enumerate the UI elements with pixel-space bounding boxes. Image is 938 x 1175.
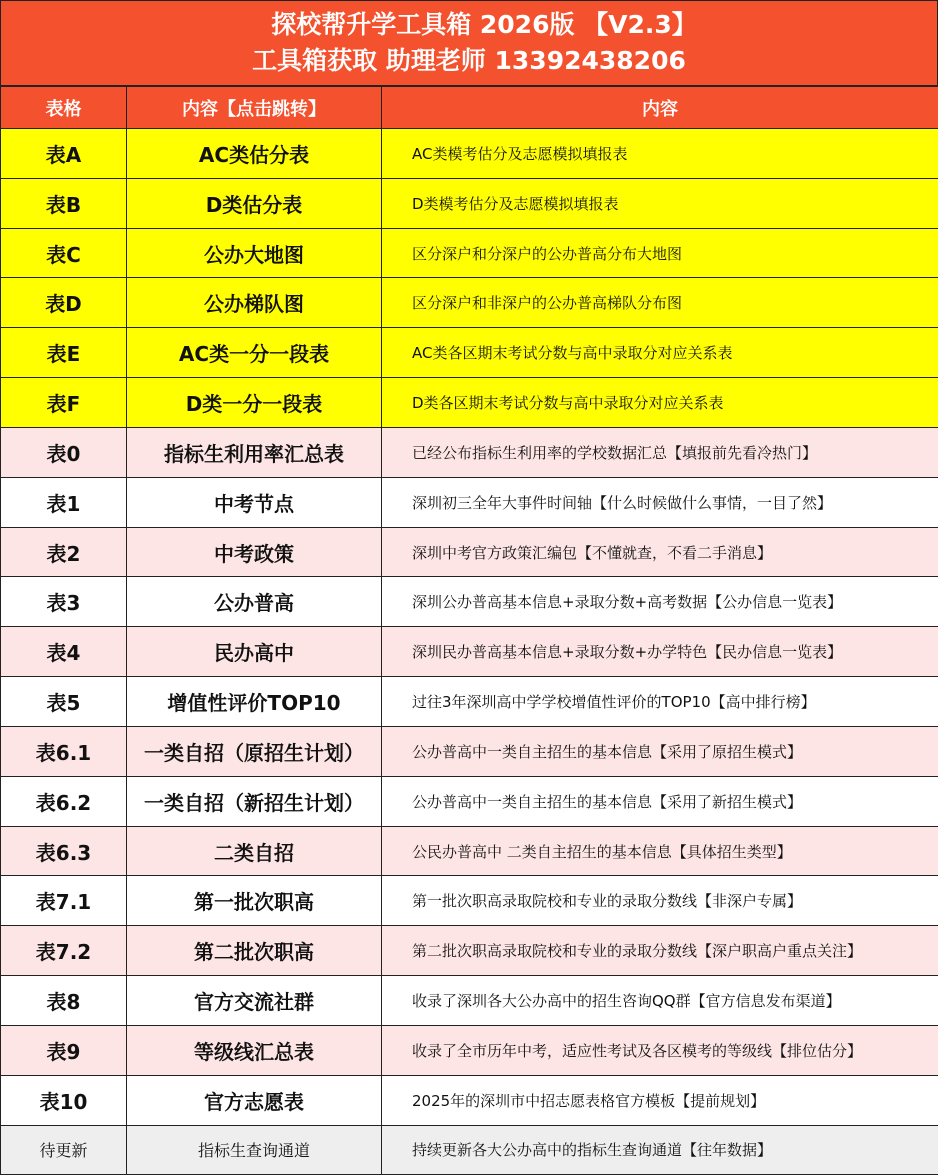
table-code-cell: 表6.1	[1, 726, 127, 776]
table-code-cell: 表7.1	[1, 876, 127, 926]
table-row	[1, 826, 938, 876]
table-description-cell: 已经公布指标生利用率的学校数据汇总【填报前先看冷热门】	[382, 427, 938, 477]
table-row	[1, 1125, 938, 1175]
table-link-cell[interactable]: 等级线汇总表	[127, 1025, 382, 1075]
table-code-cell: 表6.3	[1, 826, 127, 876]
table-description-cell: AC类各区期末考试分数与高中录取分对应关系表	[382, 328, 938, 378]
table-description-cell: AC类模考估分及志愿模拟填报表	[382, 129, 938, 179]
table-row	[1, 577, 938, 627]
table-link-cell[interactable]: 第一批次职高	[127, 876, 382, 926]
table-row	[1, 129, 938, 179]
table-code-cell: 表3	[1, 577, 127, 627]
table-link-cell[interactable]: 一类自招（原招生计划）	[127, 726, 382, 776]
table-link-cell[interactable]: D类一分一段表	[127, 378, 382, 428]
table-description-cell: 区分深户和非深户的公办普高梯队分布图	[382, 278, 938, 328]
table-link-cell[interactable]: 官方交流社群	[127, 976, 382, 1026]
table-description-cell: 区分深户和分深户的公办普高分布大地图	[382, 228, 938, 278]
table-code-cell: 表B	[1, 178, 127, 228]
toolbox-table	[0, 86, 938, 1175]
table-code-cell: 表A	[1, 129, 127, 179]
table-row	[1, 876, 938, 926]
table-description-cell: 过往3年深圳高中学学校增值性评价的TOP10【高中排行榜】	[382, 677, 938, 727]
table-description-cell: 第二批次职高录取院校和专业的录取分数线【深户职高户重点关注】	[382, 926, 938, 976]
table-code-cell: 表4	[1, 627, 127, 677]
table-link-cell[interactable]: 增值性评价TOP10	[127, 677, 382, 727]
table-description-cell: 公办普高中一类自主招生的基本信息【采用了原招生模式】	[382, 726, 938, 776]
table-row	[1, 776, 938, 826]
table-code-cell: 表C	[1, 228, 127, 278]
table-row	[1, 178, 938, 228]
table-description-cell: 公民办普高中 二类自主招生的基本信息【具体招生类型】	[382, 826, 938, 876]
table-row	[1, 1025, 938, 1075]
table-code-cell: 表2	[1, 527, 127, 577]
header-row	[1, 87, 938, 129]
table-link-cell[interactable]: 中考政策	[127, 527, 382, 577]
table-description-cell: 收录了全市历年中考，适应性考试及各区模考的等级线【排位估分】	[382, 1025, 938, 1075]
table-link-cell[interactable]: 民办高中	[127, 627, 382, 677]
table-link-cell[interactable]: 第二批次职高	[127, 926, 382, 976]
table-description-cell: 深圳中考官方政策汇编包【不懂就查，不看二手消息】	[382, 527, 938, 577]
table-description-cell: 2025年的深圳市中招志愿表格官方模板【提前规划】	[382, 1075, 938, 1125]
table-row	[1, 278, 938, 328]
table-row	[1, 328, 938, 378]
table-code-cell: 表7.2	[1, 926, 127, 976]
table-description-cell: 深圳公办普高基本信息+录取分数+高考数据【公办信息一览表】	[382, 577, 938, 627]
table-link-cell[interactable]: 官方志愿表	[127, 1075, 382, 1125]
header-content: 内容	[382, 87, 938, 129]
table-code-cell: 表F	[1, 378, 127, 428]
table-description-cell: 第一批次职高录取院校和专业的录取分数线【非深户专属】	[382, 876, 938, 926]
table-row	[1, 926, 938, 976]
table-code-cell: 表10	[1, 1075, 127, 1125]
banner-title: 探校帮升学工具箱 2026版 【V2.3】	[271, 10, 697, 39]
table-code-cell: 表0	[1, 427, 127, 477]
table-row	[1, 228, 938, 278]
banner-subtitle: 工具箱获取 助理老师 13392438206	[252, 46, 686, 75]
table-link-cell[interactable]: 指标生查询通道	[127, 1125, 382, 1175]
table-link-cell[interactable]: 中考节点	[127, 477, 382, 527]
table-description-cell: D类各区期末考试分数与高中录取分对应关系表	[382, 378, 938, 428]
table-description-cell: D类模考估分及志愿模拟填报表	[382, 178, 938, 228]
table-link-cell[interactable]: 二类自招	[127, 826, 382, 876]
table-link-cell[interactable]: AC类估分表	[127, 129, 382, 179]
table-row	[1, 1075, 938, 1125]
title-banner	[0, 0, 938, 86]
table-link-cell[interactable]: 指标生利用率汇总表	[127, 427, 382, 477]
table-link-cell[interactable]: 公办梯队图	[127, 278, 382, 328]
header-table-code: 表格	[1, 87, 127, 129]
table-code-cell: 表5	[1, 677, 127, 727]
table-row	[1, 976, 938, 1026]
table-description-cell: 深圳初三全年大事件时间轴【什么时候做什么事情，一目了然】	[382, 477, 938, 527]
table-row	[1, 427, 938, 477]
table-code-cell: 表E	[1, 328, 127, 378]
table-description-cell: 公办普高中一类自主招生的基本信息【采用了新招生模式】	[382, 776, 938, 826]
table-row	[1, 477, 938, 527]
table-link-cell[interactable]: 一类自招（新招生计划）	[127, 776, 382, 826]
table-description-cell: 持续更新各大公办高中的指标生查询通道【往年数据】	[382, 1125, 938, 1175]
header-content-link: 内容【点击跳转】	[127, 87, 382, 129]
table-link-cell[interactable]: D类估分表	[127, 178, 382, 228]
table-row	[1, 378, 938, 428]
table-link-cell[interactable]: 公办大地图	[127, 228, 382, 278]
table-link-cell[interactable]: AC类一分一段表	[127, 328, 382, 378]
table-description-cell: 深圳民办普高基本信息+录取分数+办学特色【民办信息一览表】	[382, 627, 938, 677]
table-code-cell: 表1	[1, 477, 127, 527]
table-code-cell: 待更新	[1, 1125, 127, 1175]
table-row	[1, 726, 938, 776]
table-code-cell: 表9	[1, 1025, 127, 1075]
table-row	[1, 527, 938, 577]
table-code-cell: 表8	[1, 976, 127, 1026]
table-link-cell[interactable]: 公办普高	[127, 577, 382, 627]
table-row	[1, 677, 938, 727]
table-description-cell: 收录了深圳各大公办高中的招生咨询QQ群【官方信息发布渠道】	[382, 976, 938, 1026]
table-code-cell: 表D	[1, 278, 127, 328]
table-code-cell: 表6.2	[1, 776, 127, 826]
table-row	[1, 627, 938, 677]
